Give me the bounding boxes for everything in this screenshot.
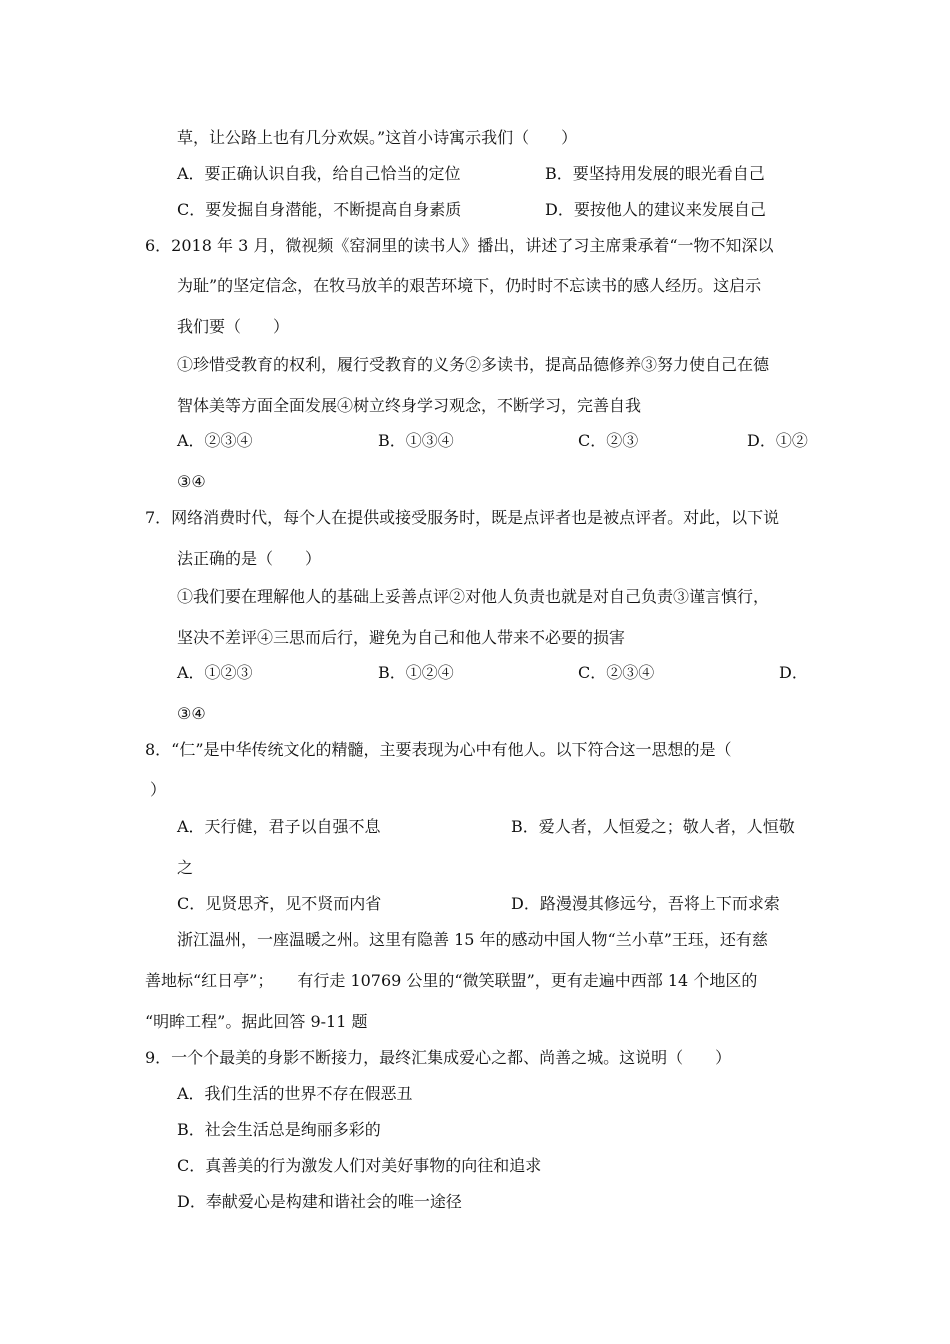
- q7-items-line2: 坚决不差评④三思而后行，避免为自己和他人带来不必要的损害: [177, 628, 626, 647]
- q6-option-c: C．②③: [578, 431, 639, 450]
- q6-stem-line2: 为耻”的坚定信念，在牧马放羊的艰苦环境下，仍时时不忘读书的感人经历。这启示: [177, 276, 762, 295]
- q9-option-a: A．我们生活的世界不存在假恶丑: [177, 1084, 413, 1103]
- q5-stem-continuation: 草，让公路上也有几分欢娱。”这首小诗寓示我们（ ）: [177, 128, 578, 147]
- q7-option-c: C．②③④: [578, 663, 655, 682]
- q5-option-d: D．要按他人的建议来发展自己: [545, 200, 766, 219]
- q8-stem-line1: 8．“仁”是中华传统文化的精髓，主要表现为心中有他人。以下符合这一思想的是（: [145, 740, 732, 759]
- q8-option-c: C．见贤思齐，见不贤而内省: [177, 894, 382, 913]
- q7-items-line1: ①我们要在理解他人的基础上妥善点评②对他人负责也就是对自己负责③谨言慎行，: [177, 587, 770, 606]
- q6-option-d: D．①②: [747, 431, 808, 450]
- q6-stem-line3: 我们要（ ）: [177, 317, 290, 336]
- material-line3: “明眸工程”。据此回答 9-11 题: [145, 1012, 368, 1031]
- q6-stem-line1: 6．2018 年 3 月，微视频《窑洞里的读书人》播出，讲述了习主席秉承着“一物不知深以: [145, 236, 774, 255]
- q7-option-d-continuation: ③④: [177, 704, 206, 723]
- q7-option-d: D．: [779, 663, 808, 682]
- material-line2: 善地标“红日亭”； 有行走 10769 公里的“微笑联盟”，更有走遍中西部 14 个地区的: [145, 971, 758, 990]
- q8-option-b: B．爱人者，人恒爱之；敬人者，人恒敬: [511, 817, 795, 836]
- q6-option-a: A．②③④: [177, 431, 253, 450]
- q8-stem-line2: ）: [150, 780, 167, 799]
- q6-option-b: B．①③④: [378, 431, 454, 450]
- q5-option-b: B．要坚持用发展的眼光看自己: [545, 164, 765, 183]
- q5-option-a: A．要正确认识自我，给自己恰当的定位: [177, 164, 461, 183]
- q6-items-line2: 智体美等方面全面发展④树立终身学习观念，不断学习，完善自我: [177, 396, 642, 415]
- q8-option-a: A．天行健，君子以自强不息: [177, 817, 381, 836]
- q7-stem-line2: 法正确的是（ ）: [177, 549, 322, 568]
- material-line1: 浙江温州，一座温暖之州。这里有隐善 15 年的感动中国人物“兰小草”王珏，还有慈: [177, 930, 768, 949]
- q5-option-c: C．要发掘自身潜能，不断提高自身素质: [177, 200, 462, 219]
- q7-stem-line1: 7．网络消费时代，每个人在提供或接受服务时，既是点评者也是被点评者。对此，以下说: [145, 508, 780, 527]
- q9-stem: 9．一个个最美的身影不断接力，最终汇集成爱心之都、尚善之城。这说明（ ）: [145, 1048, 732, 1067]
- q6-items-line1: ①珍惜受教育的权利，履行受教育的义务②多读书，提高品德修养③努力使自己在德: [177, 355, 770, 374]
- q9-option-d: D．奉献爱心是构建和谐社会的唯一途径: [177, 1192, 462, 1211]
- q7-option-a: A．①②③: [177, 663, 253, 682]
- q8-option-d: D．路漫漫其修远兮，吾将上下而求索: [511, 894, 780, 913]
- q8-option-b-continuation: 之: [177, 858, 194, 877]
- q7-option-b: B．①②④: [378, 663, 454, 682]
- q6-option-d-continuation: ③④: [177, 472, 206, 491]
- q9-option-c: C．真善美的行为激发人们对美好事物的向往和追求: [177, 1156, 542, 1175]
- q9-option-b: B．社会生活总是绚丽多彩的: [177, 1120, 381, 1139]
